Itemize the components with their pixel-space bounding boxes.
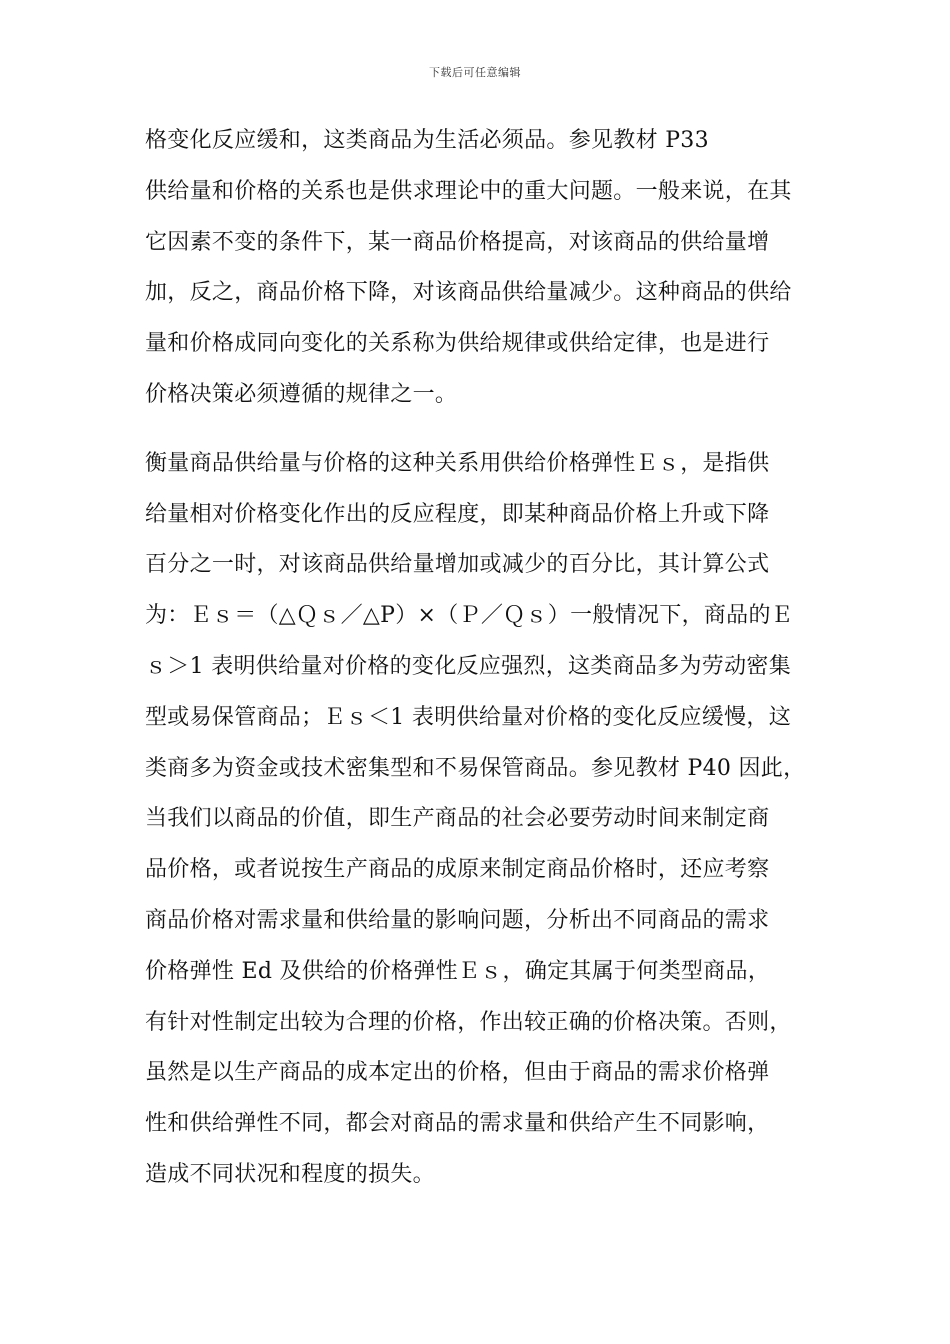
text-line: 性和供给弹性不同，都会对商品的需求量和供给产生不同影响， [145,1111,770,1137]
text-line: 它因素不变的条件下，某一商品价格提高，对该商品的供给量增 [145,229,770,255]
text-line: ｓ＞1 表明供给量对价格的变化反应强烈，这类商品多为劳动密集 [145,653,791,679]
text-line: 当我们以商品的价值，即生产商品的社会必要劳动时间来制定商 [145,806,770,832]
text-line: 加，反之，商品价格下降，对该商品供给量减少。这种商品的供给 [145,280,792,306]
text-line: 型或易保管商品；Ｅｓ＜1 表明供给量对价格的变化反应缓慢，这 [145,704,791,730]
text-line: 造成不同状况和程度的损失。 [145,1161,435,1187]
text-line: 价格决策必须遵循的规律之一。 [145,381,458,407]
document-body [145,116,825,1201]
paragraph-supply-elasticity [145,439,825,1201]
text-line: 格变化反应缓和，这类商品为生活必须品。参见教材 P33 [145,128,709,153]
text-line: 品价格，或者说按生产商品的成原来制定商品价格时，还应考察 [145,857,770,883]
text-line: 衡量商品供给量与价格的这种关系用供给价格弹性Ｅｓ，是指供 [145,450,770,476]
text-line: 百分之一时，对该商品供给量增加或减少的百分比，其计算公式 [145,552,770,578]
text-line: 供给量和价格的关系也是供求理论中的重大问题。一般来说，在其 [145,178,792,204]
text-line: 虽然是以生产商品的成本定出的价格，但由于商品的需求价格弹 [145,1060,770,1086]
paragraph-spacer [145,421,825,439]
text-line: 类商多为资金或技术密集型和不易保管商品。参见教材 P40 因此， [145,755,806,781]
text-line: 量和价格成同向变化的关系称为供给规律或供给定律，也是进行 [145,331,770,357]
text-line: 给量相对价格变化作出的反应程度，即某种商品价格上升或下降 [145,501,770,527]
text-line: 为：Ｅｓ＝（△Ｑｓ／△P）×（Ｐ／Ｑｓ）一般情况下，商品的Ｅ [145,603,794,629]
paragraph-supply-law [145,116,825,421]
text-line: 商品价格对需求量和供给量的影响问题，分析出不同商品的需求 [145,907,770,933]
text-line: 有针对性制定出较为合理的价格，作出较正确的价格决策。否则， [145,1009,792,1035]
text-line: 价格弹性 Ed 及供给的价格弹性Ｅｓ，确定其属于何类型商品， [145,958,771,984]
page-header: 下载后可任意编辑 [429,66,521,79]
